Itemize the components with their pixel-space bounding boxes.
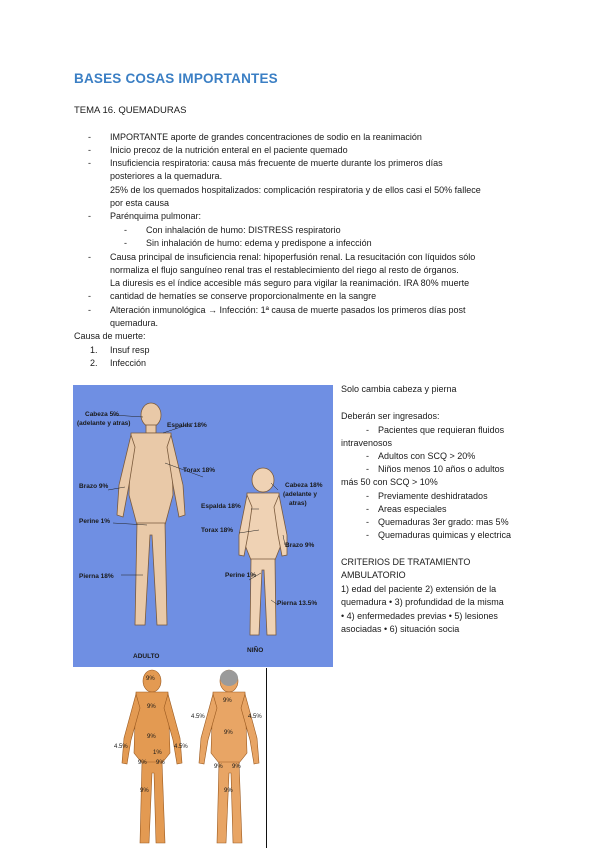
adult-head-label: Cabeza 5% [85, 411, 119, 418]
pct-label: 9% [146, 676, 155, 682]
list-item-continuation: posteriores a la quemadura. [110, 171, 223, 181]
adult-leg-label: Pierna 18% [79, 573, 114, 580]
child-head-label: Cabeza 18% [285, 482, 323, 489]
list-item: - Niños menos 10 años o adultos [366, 464, 505, 474]
list-item: - Areas especiales [366, 504, 447, 514]
pct-label: 4.5% [174, 744, 188, 750]
pct-label: 9% [138, 760, 147, 766]
child-arm-label: Brazo 9% [285, 542, 315, 549]
adult-head-sublabel: (adelante y atras) [77, 420, 131, 427]
child-leg-label: Pierna 13.5% [277, 600, 318, 607]
list-item-continuation: normaliza el flujo sanguíneo renal tras el restablecimiento del riego al resto de órganos. [110, 265, 459, 275]
adult-back-label: Espalda 18% [167, 422, 207, 429]
pct-label: 9% [147, 704, 156, 710]
pct-label: 9% [214, 764, 223, 770]
pct-label: 9% [156, 760, 165, 766]
list-item: - Insuficiencia respiratoria: causa más frecuente de muerte durante los primeros días [88, 158, 443, 168]
body-percentage-figure-adult-child [73, 385, 333, 667]
pct-label: 9% [232, 764, 241, 770]
child-head-sublabel-2: atras) [289, 500, 307, 507]
child-perineum-label: Perine 1% [225, 572, 257, 579]
criterios-line: 1) edad del paciente 2) extensión de la [341, 584, 497, 594]
adult-caption: ADULTO [133, 653, 160, 660]
child-back-label: Espalda 18% [201, 503, 241, 510]
list-item-continuation: 25% de los quemados hospitalizados: complicación respiratoria y de ellos casi el 50% fallece [110, 185, 481, 195]
list-item: - Pacientes que requieran fluidos [366, 425, 505, 435]
criterios-line: asociadas • 6) situación socia [341, 624, 460, 634]
list-item: - Inicio precoz de la nutrición enteral en el paciente quemado [88, 145, 348, 155]
child-head-sublabel: (adelante y [283, 491, 317, 498]
criterios-heading: CRITERIOS DE TRATAMIENTO [341, 557, 471, 567]
list-item-continuation: por esta causa [110, 198, 170, 208]
list-item: - Parénquima pulmonar: [88, 211, 202, 221]
list-item-continuation: más 50 con SCQ > 10% [341, 477, 438, 487]
page-title: BASES COSAS IMPORTANTES [74, 71, 278, 86]
ingresados-heading: Deberán ser ingresados: [341, 411, 440, 421]
pct-label: 1% [153, 750, 162, 756]
numbered-item: 2. Infección [90, 358, 147, 368]
list-item-continuation: quemadura. [110, 318, 159, 328]
pct-label: 4.5% [248, 714, 262, 720]
list-item: - Previamente deshidratados [366, 491, 488, 501]
pct-label: 9% [147, 734, 156, 740]
list-item: - IMPORTANTE aporte de grandes concentraciones de sodio en la reanimación [88, 132, 422, 142]
right-intro: Solo cambia cabeza y pierna [341, 384, 457, 394]
list-item: - cantidad de hematíes se conserve proporcionalmente en la sangre [88, 291, 377, 301]
list-item: - Causa principal de insuficiencia renal: hipoperfusión renal. La resucitación con líquidos sólo [88, 252, 476, 262]
list-item-continuation: La diuresis es el índice accesible más seguro para vigilar la reanimación. IRA 80% muerte [110, 278, 470, 288]
figure-divider [266, 668, 267, 848]
rule-of-nines-figure [112, 668, 268, 848]
pct-label: 4.5% [114, 744, 128, 750]
pct-label: 9% [224, 788, 233, 794]
causa-heading: Causa de muerte: [74, 331, 146, 341]
adult-arm-label: Brazo 9% [79, 483, 109, 490]
list-item: - Quemaduras quimicas y electrica [366, 530, 512, 540]
pct-label: 9% [224, 730, 233, 736]
list-item: - Adultos con SCQ > 20% [366, 451, 476, 461]
criterios-line: quemadura • 3) profundidad de la misma [341, 597, 504, 607]
section-subtitle: TEMA 16. QUEMADURAS [74, 105, 187, 116]
pct-label: 9% [223, 698, 232, 704]
sublist-item: - Con inhalación de humo: DISTRESS respiratorio [124, 225, 341, 235]
pct-label: 4.5% [191, 714, 205, 720]
criterios-line: • 4) enfermedades previas • 5) lesiones [341, 611, 498, 621]
list-item: - Alteración inmunológica → Infección: 1ª causa de muerte pasados los primeros días post [88, 305, 466, 315]
child-caption: NIÑO [247, 647, 264, 654]
criterios-heading-2: AMBULATORIO [341, 570, 406, 580]
pct-label: 9% [140, 788, 149, 794]
adult-perineum-label: Perine 1% [79, 518, 111, 525]
sublist-item: - Sin inhalación de humo: edema y predispone a infección [124, 238, 372, 248]
numbered-item: 1. Insuf resp [90, 345, 150, 355]
child-chest-label: Torax 18% [201, 527, 234, 534]
adult-chest-label: Torax 18% [183, 467, 216, 474]
list-item-continuation: intravenosos [341, 438, 393, 448]
list-item: - Quemaduras 3er grado: mas 5% [366, 517, 509, 527]
rule-of-nines-bodies [112, 668, 268, 848]
